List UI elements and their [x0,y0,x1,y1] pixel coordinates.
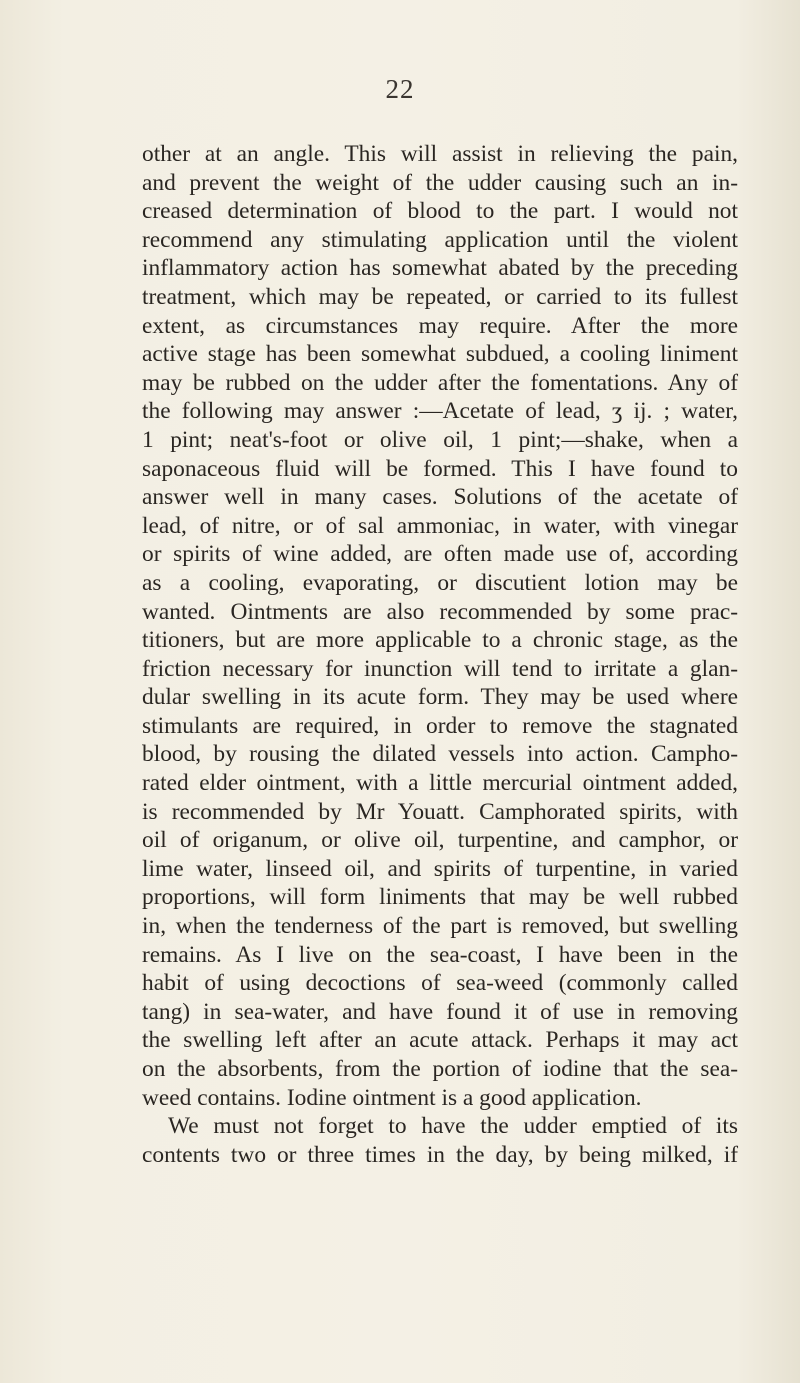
text-line: wanted. Ointments are also recommended by some prac- [142,598,738,625]
text-line: as a cooling, evaporating, or discutient lotion may be [142,569,738,596]
text-line: lead, of nitre, or of sal ammoniac, in water, with vinegar [142,512,738,539]
page-number: 22 [385,74,415,104]
text-line: contents two or three times in the day, by being milked, if [142,1141,738,1168]
body-text [142,140,738,1169]
text-line: titioners, but are more applicable to a chronic stage, as the [142,627,738,654]
text-line: dular swelling in its acute form. They may be used where [142,684,738,711]
text-line: creased determination of blood to the part. I would not [142,198,738,225]
text-line: other at an angle. This will assist in relieving the pain, [142,141,738,167]
text-line: habit of using decoctions of sea-weed (commonly called [142,970,738,997]
text-line: the swelling left after an acute attack. Perhaps it may act [142,1027,738,1054]
text-line: treatment, which may be repeated, or carried to its fullest [142,283,738,310]
text-line: rated elder ointment, with a little mercurial ointment added, [142,770,738,797]
text-line: recommend any stimulating application until the violent [142,226,738,253]
text-line: the following may answer :—Acetate of lead, ʒ ij. ; water, [142,398,738,425]
text-line: oil of origanum, or olive oil, turpentine, and camphor, or [142,827,738,854]
text-line: lime water, linseed oil, and spirits of turpentine, in varied [142,855,738,882]
text-line: tang) in sea-water, and have found it of use in removing [142,998,738,1025]
text-line: stimulants are required, in order to remove the stagnated [142,712,738,739]
text-line: friction necessary for inunction will tend to irritate a glan- [142,655,738,682]
text-line: on the absorbents, from the portion of iodine that the sea- [142,1056,738,1082]
text-line: in, when the tenderness of the part is removed, but swelling [142,913,738,940]
text-line: is recommended by Mr Youatt. Camphorated spirits, with [142,798,738,825]
text-line: proportions, will form liniments that may be well rubbed [142,884,738,911]
text-line: 1 pint; neat's-foot or olive oil, 1 pint;—shake, when a [142,426,738,453]
text-line: We must not forget to have the udder emptied of its [168,1113,738,1140]
text-line: extent, as circumstances may require. After the more [142,312,738,339]
text-line: active stage has been somewhat subdued, a cooling liniment [142,341,738,368]
text-line: remains. As I live on the sea-coast, I have been in the [142,941,738,968]
text-line: answer well in many cases. Solutions of the acetate of [142,484,738,511]
text-line: and prevent the weight of the udder causing such an in- [142,169,738,196]
text-line: or spirits of wine added, are often made use of, according [142,541,738,568]
text-line: may be rubbed on the udder after the fomentations. Any of [142,369,738,396]
text-line: inflammatory action has somewhat abated by the preceding [142,255,738,282]
text-line: blood, by rousing the dilated vessels into action. Campho- [142,741,738,768]
text-line: saponaceous fluid will be formed. This I have found to [142,455,738,482]
text-line: weed contains. Iodine ointment is a good application. [142,1084,642,1111]
